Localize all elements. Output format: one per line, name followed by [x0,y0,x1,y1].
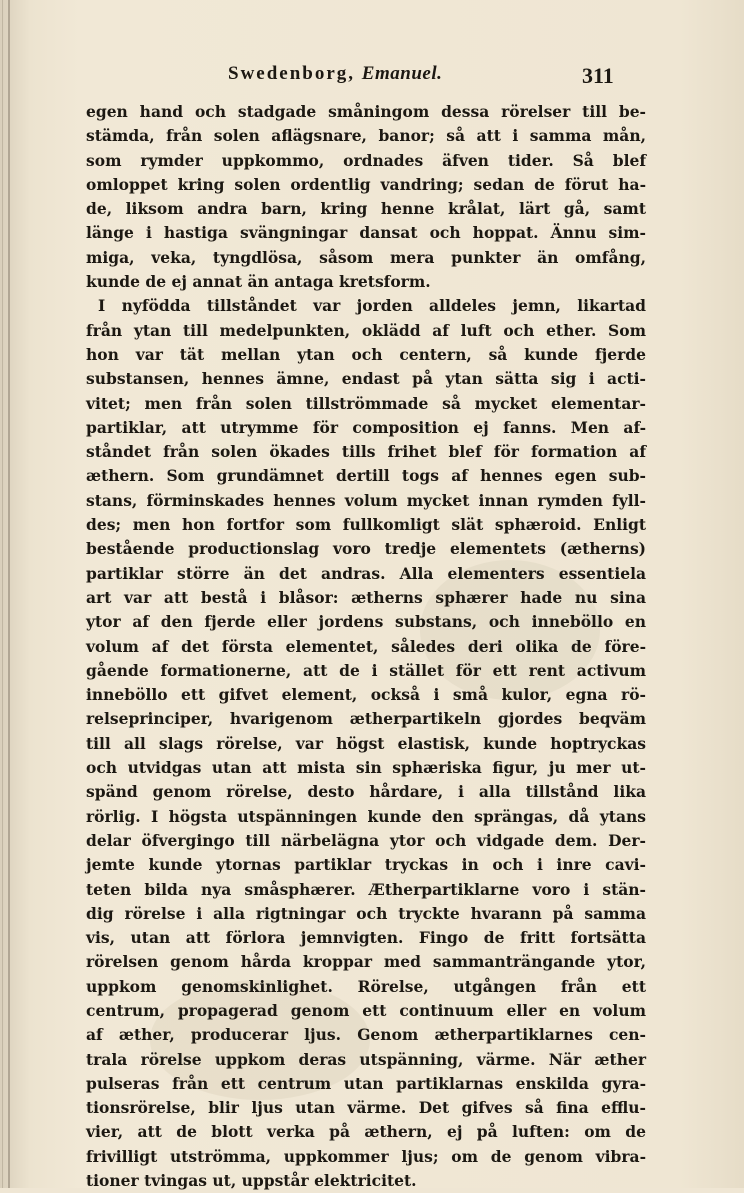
binding-edge [2,0,3,1188]
text-line: stans, förminskades hennes volum mycket innan rymden fyll- [86,490,646,510]
text-line: från ytan till medelpunkten, oklädd af luft och ether. Som [86,320,646,340]
text-line: spänd genom rörelse, desto hårdare, i alla tillstånd lika [86,782,646,802]
text-line: och utvidgas utan att mista sin sphæriska figur, ju mer ut- [86,758,646,778]
text-line: ståndet från solen ökades tills frihet blef för formation af [86,442,646,462]
running-head-name: Swedenborg, [228,63,356,84]
text-line: vier, att de blott verka på æthern, ej på luften: om de [86,1122,646,1142]
text-line: frivilligt utströmma, uppkommer ljus; om de genom vibra- [86,1146,646,1166]
text-line: teten bilda nya småsphærer. Ætherpartiklarne voro i stän- [86,879,646,899]
text-line: relseprinciper, hvarigenom ætherpartikeln gjordes beqväm [86,709,646,729]
text-line: delar öfvergingo till närbelägna ytor och vidgade dem. Der- [86,830,646,850]
running-head-forename: Emanuel. [361,63,443,84]
text-line: æthern. Som grundämnet dertill togs af hennes egen sub- [86,466,646,486]
text-line: partiklar större än det andras. Alla elementers essentiela [86,563,646,583]
text-line: dig rörelse i alla rigtningar och tryckte hvarann på samma [86,903,646,923]
text-line: volum af det första elementet, således deri olika de före- [86,636,646,656]
text-line: omloppet kring solen ordentlig vandring; sedan de förut ha- [86,174,646,194]
text-line: rörelsen genom hårda kroppar med sammanträngande ytor, [86,952,646,972]
text-line: rörlig. I högsta utspänningen kunde den sprängas, då ytans [86,806,646,826]
running-head [228,63,442,85]
text-line: partiklar, att utrymme för composition ej fanns. Men af- [86,417,646,437]
text-line: af æther, producerar ljus. Genom ætherpartiklarnes cen- [86,1025,646,1045]
text-line: trala rörelse uppkom deras utspänning, värme. När æther [86,1049,646,1069]
text-line: centrum, propagerad genom ett continuum eller en volum [86,1000,646,1020]
text-line: gående formationerne, att de i stället för ett rent activum [86,660,646,680]
text-line: hon var tät mellan ytan och centern, så kunde fjerde [86,344,646,364]
text-line: vis, utan att förlora jemnvigten. Fingo de fritt fortsätta [86,928,646,948]
text-line: kunde de ej annat än antaga kretsform. [86,272,431,292]
text-line: länge i hastiga svängningar dansat och hoppat. Ännu sim- [86,223,646,243]
text-line: art var att bestå i blåsor: ætherns sphærer hade nu sina [86,587,646,607]
text-line: miga, veka, tyngdlösa, såsom mera punkter än omfång, [86,247,646,267]
text-line: vitet; men från solen tillströmmade så mycket elementar- [86,393,646,413]
text-line: des; men hon fortfor som fullkomligt slät sphæroid. Enligt [86,515,646,535]
text-line: tioner tvingas ut, uppstår elektricitet. [86,1171,417,1191]
text-line: inneböllo ett gifvet element, också i små kulor, egna rö- [86,685,646,705]
page-header [0,63,744,93]
text-line: substansen, hennes ämne, endast på ytan sätta sig i acti- [86,369,646,389]
body-text [86,100,646,1193]
text-line: bestående productionslag voro tredje elementets (ætherns) [86,539,646,559]
text-line: I nyfödda tillståndet var jorden alldeles jemn, likartad [98,296,646,316]
text-line: pulseras från ett centrum utan partiklarnas enskilda gyra- [86,1073,646,1093]
text-line: tionsrörelse, blir ljus utan värme. Det gifves så fina efflu- [86,1098,646,1118]
page-number: 311 [582,63,614,88]
text-line: ytor af den fjerde eller jordens substans, och inneböllo en [86,612,646,632]
binding-shadow [8,0,10,1188]
text-line: till all slags rörelse, var högst elastisk, kunde hoptryckas [86,733,646,753]
text-line: uppkom genomskinlighet. Rörelse, utgången från ett [86,976,646,996]
text-line: som rymder uppkommo, ordnades äfven tider. Så blef [86,150,646,170]
text-line: stämda, från solen aflägsnare, banor; så att i samma mån, [86,126,646,146]
text-line: jemte kunde ytornas partiklar tryckas in och i inre cavi- [86,855,646,875]
text-line: de, liksom andra barn, kring henne krålat, lärt gå, samt [86,199,646,219]
text-line: egen hand och stadgade småningom dessa rörelser till be- [86,102,646,121]
